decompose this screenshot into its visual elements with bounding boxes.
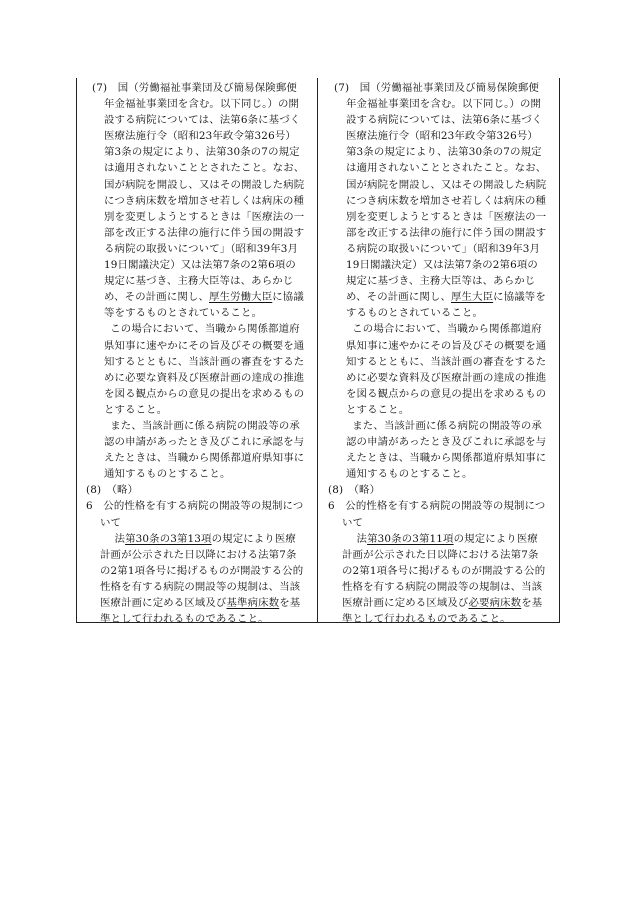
section-6-title: 6 公的性格を有する病院の開設等の規制について — [86, 500, 304, 529]
comparison-table — [76, 78, 560, 626]
item-7-text: (7) 国（労働福祉事業団及び簡易保険郵便年金福祉事業団を含む。以下同じ。）の開設する病院については、法第6条に基づく医療法施行令（昭和23年政令第326号）第3条の規定により、法第30条の7の規定は適用されないこととされたこと。なお、国が病院を開設し、又はその開設した病院につき病床数を増加させ若しくは病床の種別を変更しようとするときは「医療法の一部を改正する法律の施行に伴う国の開設する病院の取扱いについて」（昭和39年3月19日閣議決定）又は法第7条の2第6項の規定に基づき、主務大臣等は、あらかじめ、その計画に関し、厚生労働大臣に協議等をするものとされていること。 — [92, 82, 305, 320]
original-column — [328, 80, 548, 627]
article-reference: 第30条の3第11項 — [367, 532, 454, 545]
item-7-paragraph-3: また、当該計画に係る病院の開設等の承認の申請があったとき及びこれに承認を与えたときは、当職から関係都道府県知事に通知するものとすること。 — [104, 419, 305, 481]
ministry-name: 厚生労働大臣 — [209, 291, 273, 304]
item-7-paragraph-2: この場合において、当職から関係都道府県知事に速やかにその旨及びその概要を通知するとともに、当該計画の審査をするために必要な資料及び医療計画の達成の推進を図る観点からの意見の提出を求めるものとすること。 — [346, 323, 547, 416]
item-7-paragraph-2: この場合において、当職から関係都道府県知事に速やかにその旨及びその概要を通知するとともに、当該計画の審査をするために必要な資料及び医療計画の達成の推進を図る観点からの意見の提出を求めるものとすること。 — [104, 323, 305, 416]
bed-count-term: 必要病床数 — [468, 597, 522, 609]
column-divider — [317, 78, 318, 622]
item-8: (8) （略） — [86, 484, 139, 497]
section-6-body: 法第30条の3第13項の規定により医療計画が公示された日以降における法第7条の2第1項各号に掲げるものが開設する公的性格を有する病院の開設等の規制は、当該医療計画に定める区域及び基準病床数を基準として行われるものであること。 — [100, 532, 304, 626]
ministry-name: 厚生大臣 — [451, 291, 494, 304]
bed-count-term: 基準病床数 — [226, 597, 280, 609]
item-8: (8) （略） — [328, 484, 381, 497]
section-6-body: 法第30条の3第11項の規定により医療計画が公示された日以降における法第7条の2第1項各号に掲げるものが開設する公的性格を有する病院の開設等の規制は、当該医療計画に定める区域及び必要病床数を基準として行われるものであること。 — [342, 532, 546, 626]
section-6-title: 6 公的性格を有する病院の開設等の規制について — [328, 500, 546, 529]
item-7-text: (7) 国（労働福祉事業団及び簡易保険郵便年金福祉事業団を含む。以下同じ。）の開設する病院については、法第6条に基づく医療法施行令（昭和23年政令第326号）第3条の規定により、法第30条の7の規定は適用されないこととされたこと。なお、国が病院を開設し、又はその開設した病院につき病床数を増加させ若しくは病床の種別を変更しようとするときは「医療法の一部を改正する法律の施行に伴う国の開設する病院の取扱いについて」（昭和39年3月19日閣議決定）又は法第7条の2第6項の規定に基づき、主務大臣等は、あらかじめ、その計画に関し、厚生大臣に協議等をするものとされていること。 — [334, 82, 547, 320]
item-7-paragraph-3: また、当該計画に係る病院の開設等の承認の申請があったとき及びこれに承認を与えたときは、当職から関係都道府県知事に通知するものとすること。 — [346, 419, 547, 481]
revised-column — [86, 80, 306, 627]
article-reference: 第30条の3第13項 — [125, 532, 212, 545]
